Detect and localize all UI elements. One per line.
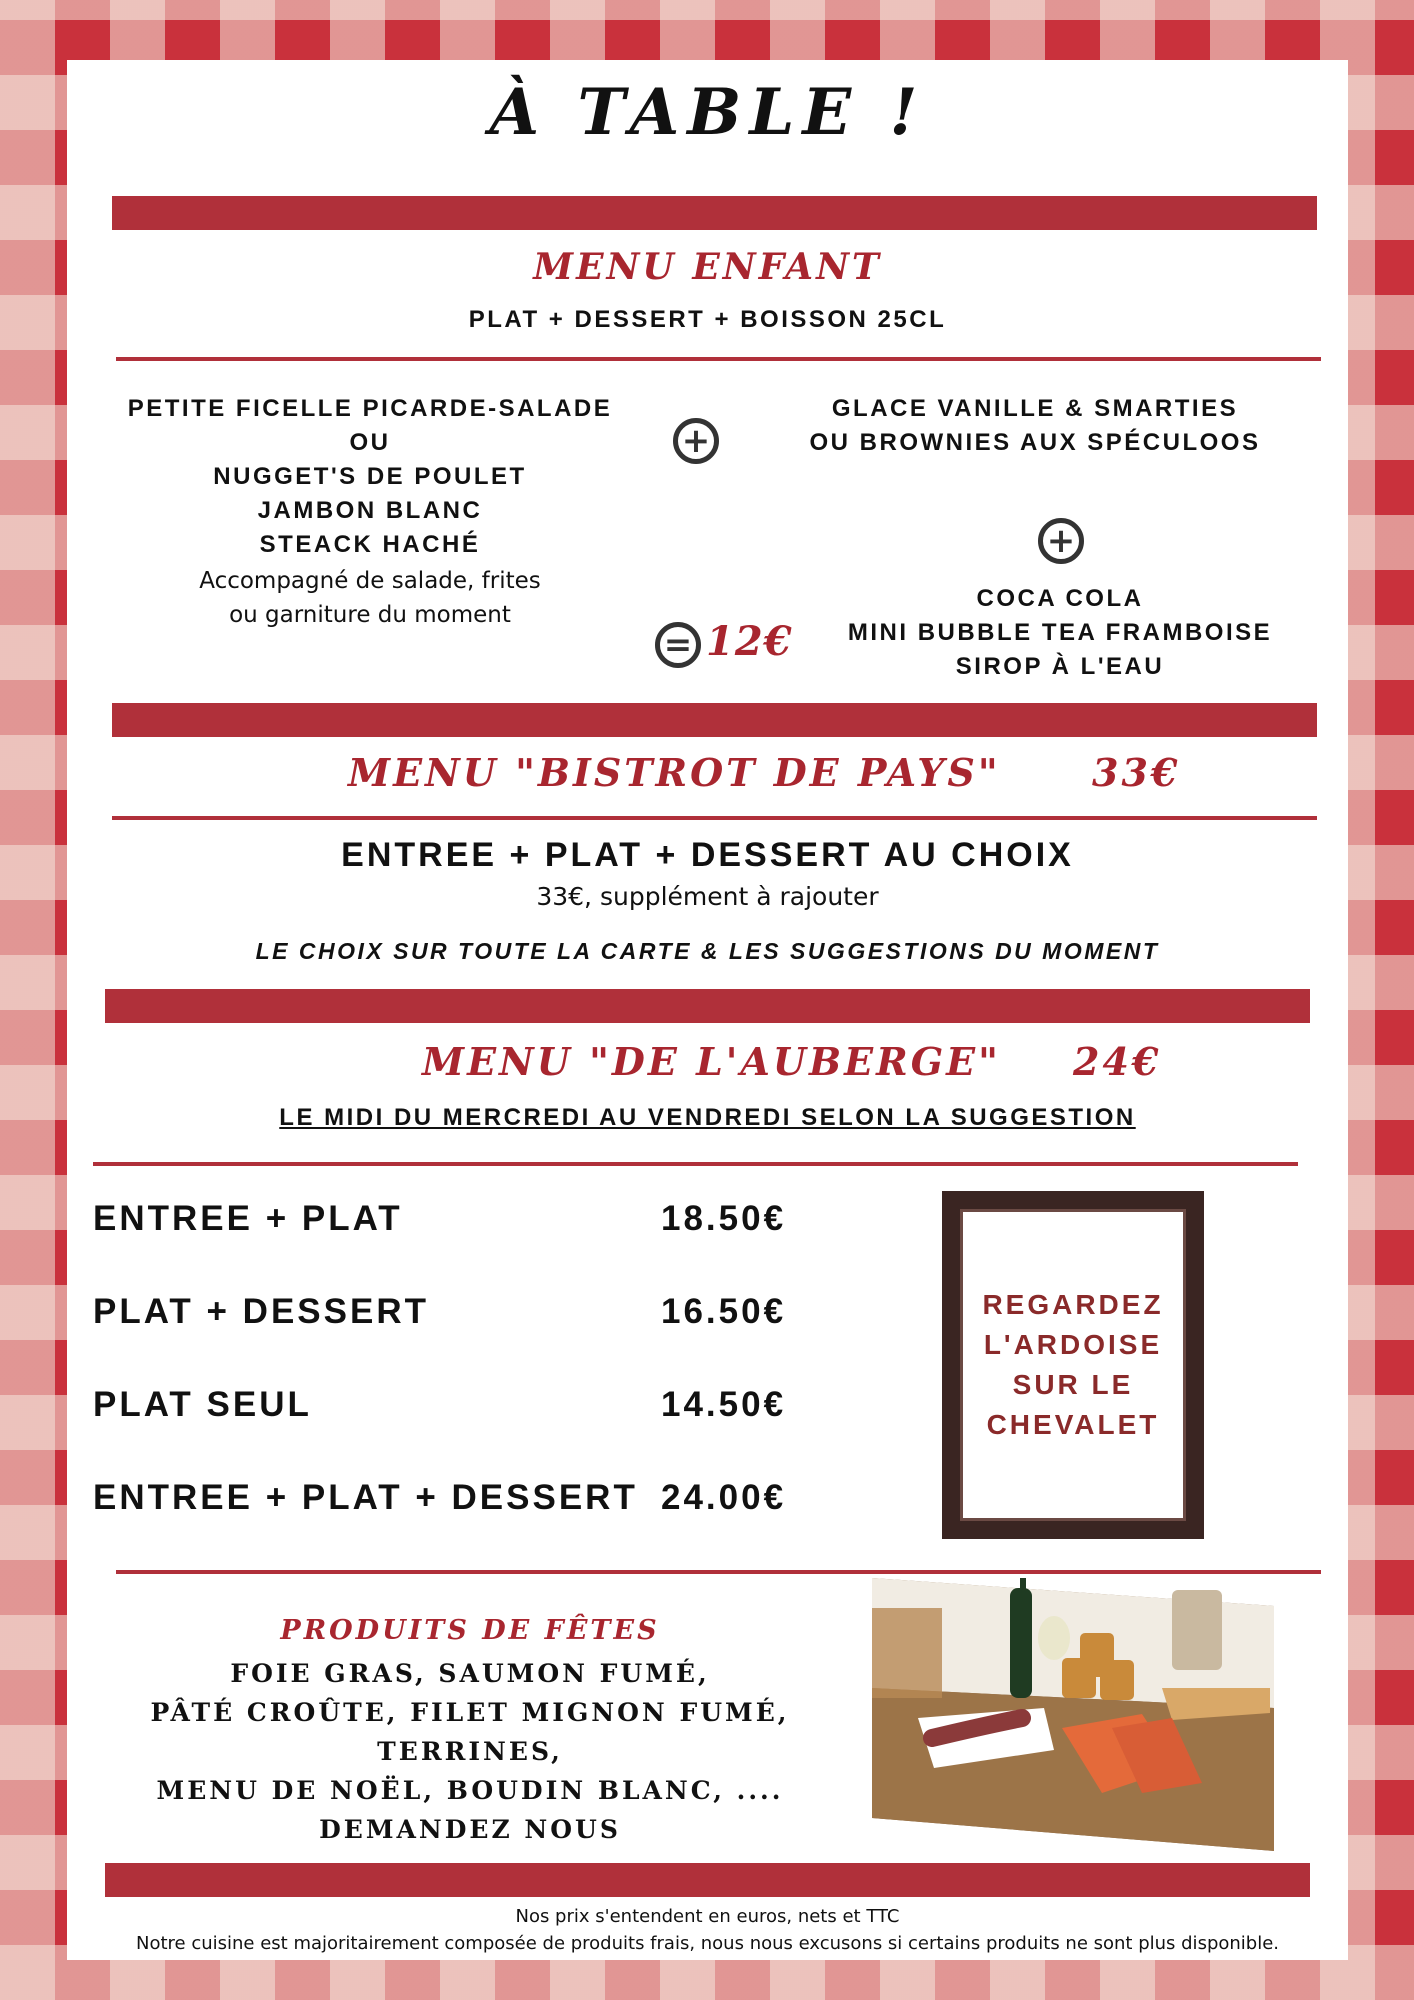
divider xyxy=(116,1570,1321,1574)
auberge-row-label: ENTREE + PLAT + DESSERT xyxy=(93,1478,638,1517)
auberge-row-label: PLAT + DESSERT xyxy=(93,1292,429,1331)
auberge-row-price: 18.50€ xyxy=(661,1199,787,1238)
produits-line: FOIE GRAS, SAUMON FUMÉ, xyxy=(230,1659,710,1688)
menu-enfant-desserts xyxy=(760,392,1310,460)
plus-symbol: + xyxy=(681,421,711,461)
produits-line: MENU DE NOËL, BOUDIN BLANC, .... xyxy=(156,1776,784,1805)
equals-symbol: = xyxy=(663,625,693,665)
plat-item: NUGGET'S DE POULET xyxy=(213,463,527,490)
plat-item: PETITE FICELLE PICARDE-SALADE xyxy=(127,395,613,422)
red-band xyxy=(105,989,1310,1023)
slate-text xyxy=(982,1285,1163,1445)
divider xyxy=(93,1162,1298,1166)
produits-line: DEMANDEZ NOUS xyxy=(319,1815,621,1844)
boisson-item: MINI BUBBLE TEA FRAMBOISE xyxy=(847,619,1273,646)
menu-enfant-plats xyxy=(100,392,640,632)
menu-auberge-title: MENU "DE L'AUBERGE" xyxy=(422,1039,1001,1084)
dessert-item: OU BROWNIES AUX SPÉCULOOS xyxy=(809,429,1261,456)
divider xyxy=(112,816,1317,820)
slate-line: L'ARDOISE xyxy=(983,1329,1163,1360)
dessert-item: GLACE VANILLE & SMARTIES xyxy=(831,395,1239,422)
plat-item: OU xyxy=(349,429,391,456)
menu-enfant-subtitle: PLAT + DESSERT + BOISSON 25CL xyxy=(468,306,947,333)
plus-symbol: + xyxy=(1046,521,1076,561)
boisson-item: SIROP À L'EAU xyxy=(955,653,1165,680)
menu-enfant-boissons xyxy=(820,582,1300,684)
menu-bistrot-headline: ENTREE + PLAT + DESSERT AU CHOIX xyxy=(341,836,1074,874)
slate-line: REGARDEZ xyxy=(982,1289,1164,1320)
menu-bistrot-choice: LE CHOIX SUR TOUTE LA CARTE & LES SUGGESTIONS DU MOMENT xyxy=(255,938,1160,964)
red-band xyxy=(112,703,1317,737)
footer-line2: Notre cuisine est majoritairement composée de produits frais, nous nous excusons si certains produits ne sont plus disponible. xyxy=(135,1933,1280,1954)
menu-enfant-title: MENU ENFANT xyxy=(533,246,882,288)
footer-line1: Nos prix s'entendent en euros, nets et TTC xyxy=(515,1906,900,1927)
menu-auberge-subtitle: LE MIDI DU MERCREDI AU VENDREDI SELON LA SUGGESTION xyxy=(279,1104,1136,1131)
divider xyxy=(116,357,1321,361)
plat-item: JAMBON BLANC xyxy=(257,497,483,524)
auberge-row-label: ENTREE + PLAT xyxy=(93,1199,403,1238)
auberge-row-price: 16.50€ xyxy=(661,1292,787,1331)
accompagnement-text: ou garniture du moment xyxy=(229,602,511,628)
slate-frame xyxy=(942,1191,1204,1539)
slate-line: CHEVALET xyxy=(986,1409,1160,1440)
equals-icon xyxy=(655,622,701,668)
menu-bistrot-note: 33€, supplément à rajouter xyxy=(536,882,879,911)
red-band xyxy=(105,1863,1310,1897)
produits-list xyxy=(75,1654,865,1849)
produits-photo xyxy=(872,1578,1274,1851)
plus-icon xyxy=(1038,518,1084,564)
menu-bistrot-price: 33€ xyxy=(1092,750,1181,795)
accompagnement-text: Accompagné de salade, frites xyxy=(199,568,541,594)
menu-auberge-price: 24€ xyxy=(1073,1039,1162,1084)
produits-line: PÂTÉ CROÛTE, FILET MIGNON FUMÉ, TERRINES, xyxy=(150,1698,790,1766)
slate-line: SUR LE xyxy=(1012,1369,1134,1400)
produits-title: PRODUITS DE FÊTES xyxy=(280,1615,660,1646)
auberge-row-price: 14.50€ xyxy=(661,1385,787,1424)
red-band xyxy=(112,196,1317,230)
plat-item: STEACK HACHÉ xyxy=(259,531,481,558)
page-title: À TABLE ! xyxy=(489,75,926,150)
menu-enfant-price: 12€ xyxy=(706,618,793,665)
boisson-item: COCA COLA xyxy=(976,585,1144,612)
auberge-row-label: PLAT SEUL xyxy=(93,1385,312,1424)
menu-bistrot-title: MENU "BISTROT DE PAYS" xyxy=(348,750,1001,795)
plus-icon xyxy=(673,418,719,464)
auberge-row-price: 24.00€ xyxy=(661,1478,787,1517)
